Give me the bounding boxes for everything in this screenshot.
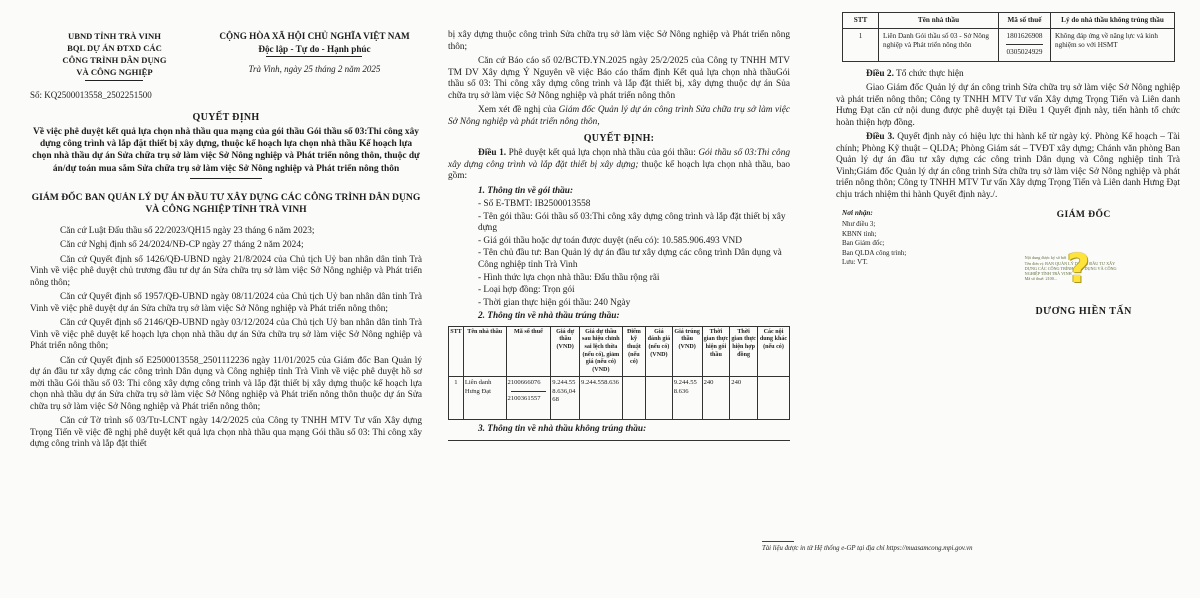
cell-tax-codes: [506, 377, 551, 419]
signer-position: GIÁM ĐỐC: [1056, 209, 1111, 221]
column-header: Mã số thuế: [506, 326, 551, 377]
article-1-label: Điều 1.: [478, 148, 507, 158]
column-header: Mã số thuế: [999, 13, 1051, 29]
package-info-item: - Hình thức lựa chọn nhà thầu: Đấu thầu rộng rãi: [478, 272, 660, 283]
cell-bid-price: 9.244.558.636,0468: [551, 377, 580, 419]
org-underline: [85, 80, 143, 81]
article-1-italic: Gói thầu số 03:Thi công xây dựng công trình và lắp đặt thiết bị xây dựng;: [448, 148, 790, 170]
signature-block: [987, 209, 1180, 317]
column-header: Giá dự thầu sau hiệu chỉnh sai lệch thừa (nếu có), giảm giá (nếu có) (VND): [580, 326, 623, 377]
legal-basis-paragraph: Căn cứ Nghị định số 24/2024/NĐ-CP ngày 27 tháng 2 năm 2024;: [60, 240, 304, 251]
recipient-item: Như điều 3;: [842, 219, 876, 228]
tax-code-2: 0305024929: [1006, 48, 1043, 57]
page-2: [448, 30, 790, 441]
loser-table: [842, 12, 1175, 62]
section-2-heading: 2. Thông tin về nhà thầu trúng thầu:: [478, 311, 620, 322]
tax-divider: [511, 391, 547, 392]
stamp-line: Nội dung được ký số bởi: [1024, 255, 1067, 261]
cell-reason: Không đáp ứng về năng lực và kinh nghiệm so với HSMT: [1051, 29, 1175, 62]
signature-area: [836, 209, 1180, 317]
recipients-heading: Nơi nhận:: [842, 209, 873, 218]
title-underline: [190, 178, 262, 179]
column-header: Các nội dung khác (nếu có): [757, 326, 789, 377]
legal-basis-paragraph: Căn cứ Quyết định số 1957/QĐ-UBND ngày 08/11/2024 của Chủ tịch Uỷ ban nhân dân tỉnh Trà Vinh về việc phê duyệt dự án Sửa chữa trụ sở làm việc Sở Nông nghiệp và Phát triển nông thôn;: [30, 292, 422, 314]
org-line: BQL DỰ ÁN ĐTXD CÁC: [67, 43, 162, 53]
legal-basis-paragraph: Căn cứ Quyết định số E2500013558_2501112236 ngày 11/01/2025 của Giám đốc Ban Quản lý dự án đầu tư xây dựng các công trình Dân dụng và Công nghiệp tỉnh Trà Vinh về việc phê duyệt hồ sơ mời thầu Gói thầu số 03: Thi công xây dựng công trình và lắp đặt thiết bị xây dựng thuộc kế hoạch lựa chọn nhà thầu dự án Sửa chữa trụ sở làm việc Sở Nông nghiệp và Phát triển nông thôn thuộc dự án Sửa chữa trụ sở làm việc Sở Nông nghiệp và Phát triển nông thôn;: [30, 355, 422, 412]
article-3-label: Điều 3.: [866, 132, 895, 143]
tax-divider: [1006, 44, 1043, 45]
motto-underline: [266, 56, 362, 57]
recipient-item: Lưu: VT.: [842, 258, 868, 267]
recipients-block: [836, 209, 987, 317]
cell-contract-days: 240: [730, 377, 758, 419]
decision-subtitle: Về việc phê duyệt kết quả lựa chọn nhà thầu qua mạng của gói thầu Gói thầu số 03:Thi công xây dựng công trình và lắp đặt thiết bị xây dựng, thuộc kế hoạch lựa chọn nhà thầu Kế hoạch lựa chọn nhà thầu dự án Sửa chữa trụ sở làm việc Sở Nông nghiệp và Phát triển nông thôn, thuộc dự án/dự toán mua sắm Sửa chữa trụ sở làm việc Sở Nông nghiệp và Phát triển nông thôn: [32, 127, 420, 174]
recipient-item: Ban QLDA công trình;: [842, 248, 907, 257]
page-1: [30, 30, 422, 454]
legal-basis-paragraph: Căn cứ Quyết định số 1426/QĐ-UBND ngày 21/8/2024 của Chủ tịch Uỷ ban nhân dân tỉnh Trà Vinh về việc phê duyệt chủ trương đầu tư dự án Sửa chữa trụ sở làm việc Sở Nông nghiệp và Phát triển nông thôn;: [30, 254, 422, 288]
stamp-line: Tên đơn vị: BAN QUẢN LÝ DỰ ÁN ĐẦU TƯ XÂY: [1024, 260, 1116, 266]
consideration-lead: Xem xét đề nghị của: [478, 105, 559, 115]
article-1-tail: thuộc kế hoạch lựa chọn nhà thầu, bao gồm:: [448, 159, 790, 181]
article-2-paragraph: Giao Giám đốc Quản lý dự án công trình Sửa chữa trụ sở làm việc Sở Nông nghiệp và phát triển nông thôn; Công ty TNHH MTV Tư vấn Xây dựng Trọng Tiến và Liên danh Hưng Đạt căn cứ nội dung được phê duyệt tại Điều 1 Quyết định này, tiến hành tổ chức hoàn thiện hợp đồng.: [836, 83, 1180, 128]
cell-contractor-name: Liên danh Hưng Đạt: [463, 377, 506, 419]
org-line: UBND TỈNH TRÀ VINH: [68, 31, 161, 41]
column-header: Lý do nhà thầu không trúng thầu: [1051, 13, 1175, 29]
cell-tax-codes: [999, 29, 1051, 62]
article-1: [448, 148, 790, 183]
cell-eval-price: [646, 377, 673, 419]
place-date-line: Trà Vinh, ngày 25 tháng 2 năm 2025: [248, 64, 381, 74]
footnote-separator: [762, 541, 794, 542]
article-2-heading: [836, 69, 1180, 81]
legal-basis-paragraph: Căn cứ Luật Đấu thầu số 22/2023/QH15 ngày 23 tháng 6 năm 2023;: [60, 225, 315, 236]
column-header: Tên nhà thầu: [879, 13, 999, 29]
legal-basis-paragraph: Căn cứ Quyết định số 2146/QĐ-UBND ngày 03/12/2024 của Chủ tịch Uỷ ban nhân dân tỉnh Trà Vinh về việc phê duyệt kế hoạch lựa chọn nhà thầu dự án Sửa chữa trụ sở làm việc Sở Nông nghiệp và Phát triển nông thôn;: [30, 318, 422, 352]
article-2-label: Điều 2.: [866, 68, 894, 79]
column-header: Giá đánh giá (nếu có) (VND): [646, 326, 673, 377]
article-2-text: Tổ chức thực hiện: [893, 68, 964, 79]
article-1-text: Phê duyệt kết quả lựa chọn nhà thầu của gói thầu:: [506, 148, 699, 158]
consideration-italic: Giám đốc Quản lý dự án công trình Sửa chữa trụ sở làm việc Sở Nông nghiệp và phát triển nông thôn,: [448, 105, 790, 127]
national-motto: Độc lập - Tự do - Hạnh phúc: [258, 43, 371, 54]
digital-signature-stamp: [1025, 246, 1143, 298]
section-3-heading: 3. Thông tin về nhà thầu không trúng thầu:: [478, 423, 647, 434]
national-title: CỘNG HÒA XÃ HỘI CHỦ NGHĨA VIỆT NAM: [219, 31, 410, 41]
org-line: VÀ CÔNG NGHIỆP: [76, 67, 153, 77]
column-header: Giá dự thầu (VND): [551, 326, 580, 377]
package-info-item: - Loại hợp đồng: Trọn gói: [478, 285, 575, 296]
consideration-paragraph: [448, 105, 790, 128]
package-info-item: - Thời gian thực hiện gói thầu: 240 Ngày: [478, 297, 631, 308]
column-header: Thời gian thực hiện gói thầu: [702, 326, 730, 377]
decides-heading: QUYẾT ĐỊNH:: [583, 133, 655, 144]
cell-other: [757, 377, 789, 419]
article-3-text: Quyết định này có hiệu lực thi hành kể từ ngày ký. Phòng Kế hoạch – Tài chính; Phòng Kỹ thuật – QLDA; Phòng Giám sát – TVĐT xây dựng; Chánh văn phòng Ban Quản lý dự án đầu tư xây dựng các công trình Dân dụng và Công nghiệp tỉnh Trà Vinh;Giám đốc Quản lý dự án công trình Sửa chữa trụ sở làm việc Sở Nông nghiệp và phát triển nông thôn; Công ty TNHH MTV Tư vấn Xây dựng Trọng Tiến và Liên danh Hưng Đạt chịu trách nhiệm thi hành Quyết định này./.: [836, 132, 1180, 200]
legal-basis-paragraph: Căn cứ Tờ trình số 03/Ttr-LCNT ngày 14/2/2025 của Công ty TNHH MTV Tư vấn Xây dựng Trọng Tiến về việc đề nghị phê duyệt kết quả lựa chọn nhà thầu qua mạng Gói thầu số 03: Thi công xây dựng công trình và lắp đặt thiết: [30, 416, 422, 450]
org-line: CÔNG TRÌNH DÂN DỤNG: [62, 55, 167, 65]
tax-code-2: 2100361557: [507, 394, 541, 402]
tax-code-1: 1801626908: [1006, 32, 1043, 40]
cell-stt: 1: [843, 29, 879, 62]
page-footer: [762, 541, 1182, 552]
package-info-item: - Giá gói thầu hoặc dự toán được duyệt (nếu có): 10.585.906.493 VND: [478, 235, 742, 246]
cell-package-days: 240: [702, 377, 730, 419]
column-header: Điểm kỹ thuật (nếu có): [622, 326, 645, 377]
column-header: Thời gian thực hiện hợp đồng: [730, 326, 758, 377]
cell-tech-score: [622, 377, 645, 419]
winner-table: [448, 326, 790, 420]
tax-code-1: 2100666076: [507, 379, 541, 387]
stamp-line: NGHIỆP TỈNH TRÀ VINH: [1024, 270, 1072, 276]
article-3-paragraph: [836, 132, 1180, 201]
broken-image-question-mark-icon: ?: [1066, 246, 1090, 293]
loser-table-row: [843, 29, 1175, 62]
package-info-item: - Tên gói thầu: Gói thầu số 03:Thi công xây dựng công trình và lắp đặt thiết bị xây dựng: [478, 211, 786, 234]
winner-table-header-row: [449, 326, 790, 377]
cell-stt: 1: [449, 377, 464, 419]
recipient-item: Ban Giám đốc;: [842, 239, 885, 248]
cell-bid-price-adjusted: 9.244.558.636: [580, 377, 623, 419]
cell-award-price: 9.244.558.636: [672, 377, 702, 419]
authority-heading: GIÁM ĐỐC BAN QUẢN LÝ DỰ ÁN ĐẦU TƯ XÂY DỰNG CÁC CÔNG TRÌNH DÂN DỤNG VÀ CÔNG NGHIỆP TỈNH TRÀ VINH: [31, 191, 421, 216]
column-header: STT: [449, 326, 464, 377]
egp-footer-text: Tài liệu được in từ Hệ thống e-GP tại địa chỉ https://muasamcong.mpi.gov.vn: [762, 545, 973, 552]
report-basis-paragraph: Căn cứ Báo cáo số 02/BCTĐ.YN.2025 ngày 25/2/2025 của Công ty TNHH MTV TM DV Xây dựng Ý Nguyên về việc Báo cáo thẩm định Kết quả lựa chọn nhà thầuGói thầu số 03: Thi công xây dựng công trình và lắp đặt thiết bị, xây dựng thuộc dự án Sủa chữa trụ sở làm việc Sở Nông nghiệp và phát triển nông thôn: [448, 56, 790, 101]
signer-name: DƯƠNG HIỀN TẤN: [1035, 306, 1132, 318]
column-header: STT: [843, 13, 879, 29]
national-header-block: [207, 30, 422, 81]
section-1-heading: 1. Thông tin về gói thầu:: [478, 185, 574, 196]
package-info-item: - Số E-TBMT: IB2500013558: [478, 199, 591, 209]
package-info-item: - Tên chủ đầu tư: Ban Quản lý dự án đầu tư xây dựng các công trình Dân dụng và Công nghiệp tỉnh Trà Vinh: [478, 248, 782, 270]
document-header: [30, 30, 422, 81]
decision-title: QUYẾT ĐỊNH: [192, 112, 260, 123]
cell-contractor-name: Liên Danh Gói thầu số 03 - Sở Nông nghiệp và Phát triển nông thôn: [879, 29, 999, 62]
page-2-bottom-rule: [448, 440, 790, 441]
column-header: Tên nhà thầu: [463, 326, 506, 377]
issuing-org-block: [30, 30, 199, 81]
loser-table-header-row: [843, 13, 1175, 29]
column-header: Giá trúng thầu (VND): [672, 326, 702, 377]
stamp-line: DỰNG CÁC CÔNG TRÌNH DÂN DỤNG VÀ CÔNG: [1024, 265, 1117, 271]
recipient-item: KBNN tỉnh;: [842, 229, 877, 238]
document-number: Số: KQ2500013558_2502251500: [30, 90, 152, 100]
page-3: [836, 12, 1180, 317]
continuation-paragraph: bị xây dựng thuộc công trình Sửa chữa trụ sở làm việc Sở Nông nghiệp và Phát triển nông thôn;: [448, 30, 790, 52]
stamp-line: Mã số thuế: 2100...: [1024, 276, 1058, 282]
winner-table-row: [449, 377, 790, 419]
